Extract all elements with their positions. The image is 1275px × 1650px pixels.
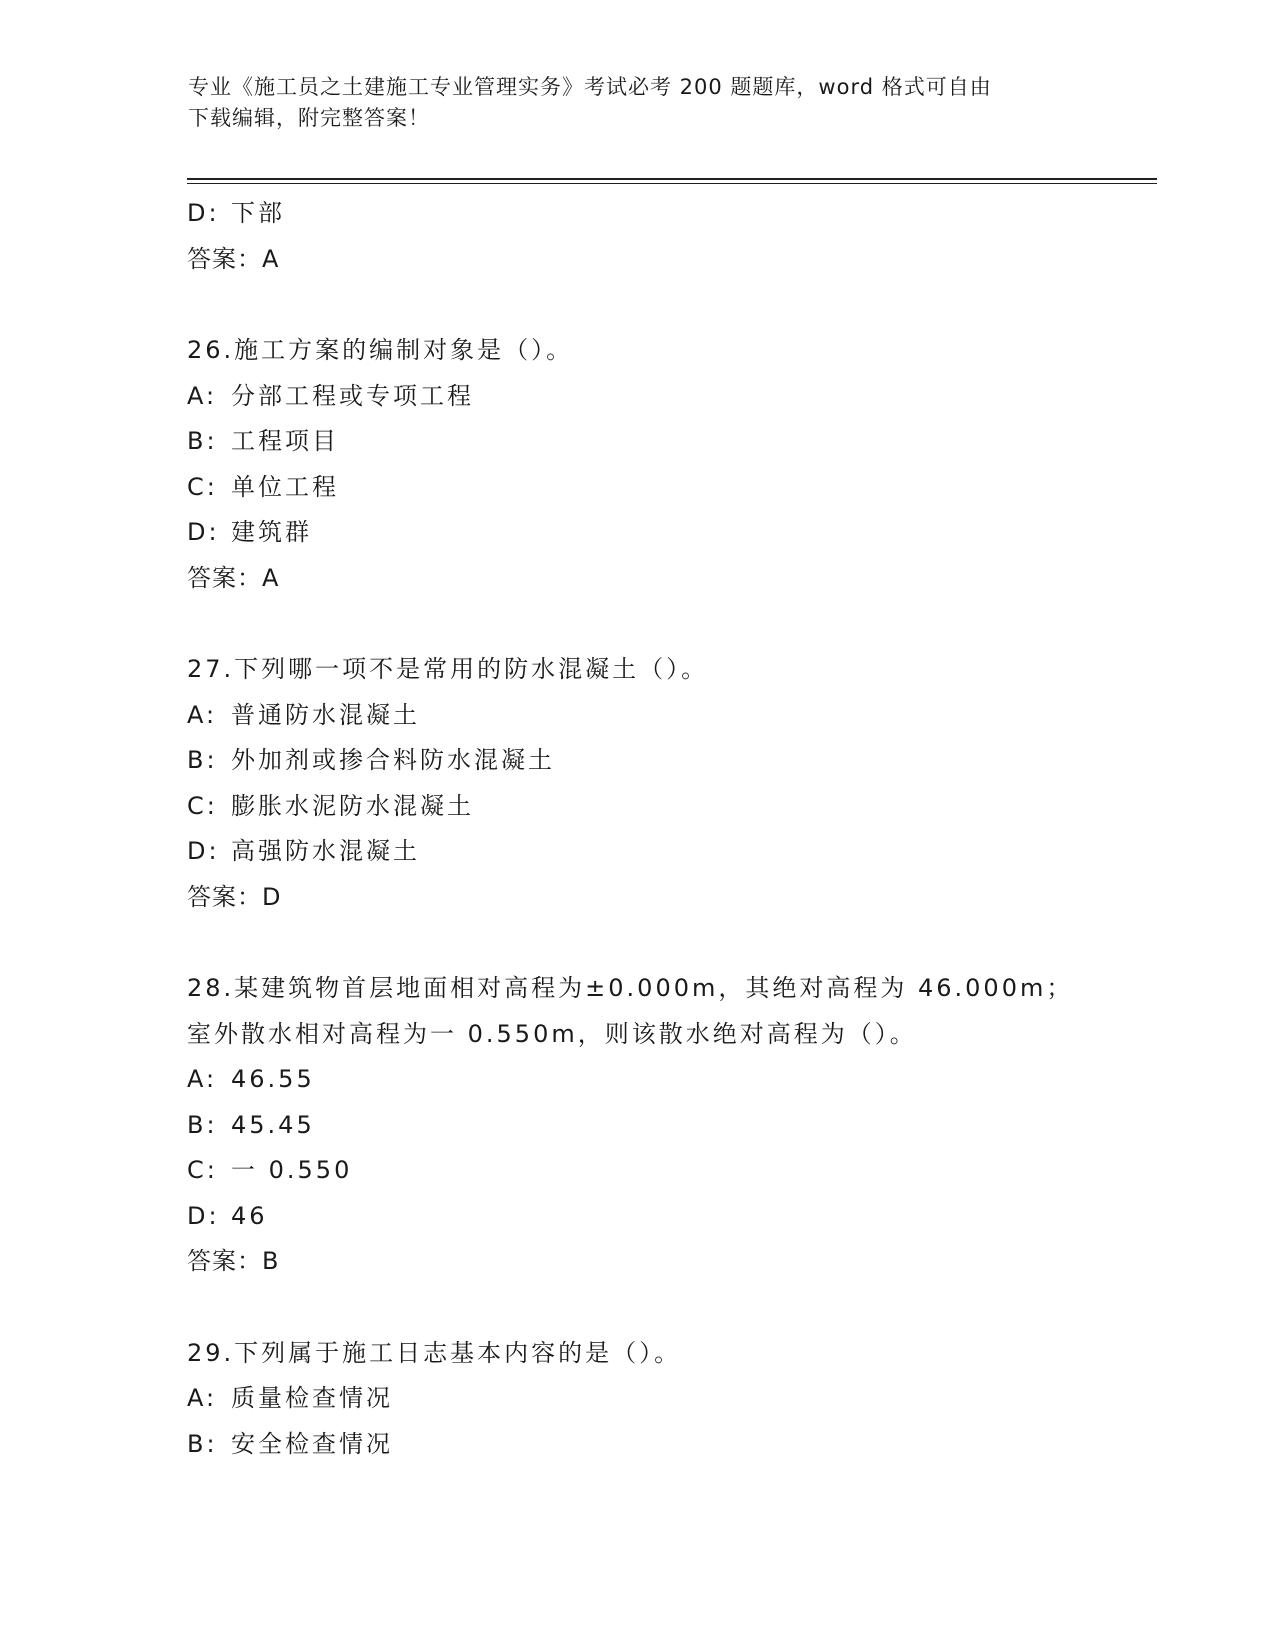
option-letter: D: bbox=[187, 1201, 220, 1230]
header-divider-thick bbox=[187, 178, 1157, 180]
question-stem-line-2: 室外散水相对高程为一 0.550m，则该散水绝对高程为（）。 bbox=[187, 1019, 917, 1048]
document-header bbox=[188, 72, 1068, 134]
question-list bbox=[187, 191, 1074, 1467]
header-line-1: 专业《施工员之土建施工专业管理实务》考试必考 200 题题库，word 格式可自由 bbox=[188, 75, 992, 99]
header-divider-thin bbox=[187, 183, 1157, 184]
option-c bbox=[187, 784, 1067, 830]
option-text: 质量检查情况 bbox=[231, 1384, 393, 1412]
option-letter: C: bbox=[187, 472, 218, 501]
option-letter: A: bbox=[187, 1384, 218, 1412]
option-text: 下部 bbox=[231, 199, 285, 227]
option-b bbox=[187, 1103, 1067, 1149]
option-letter: B: bbox=[187, 1110, 218, 1139]
option-text: 一 0.550 bbox=[231, 1156, 353, 1184]
option-letter: D: bbox=[187, 199, 220, 227]
option-text: 46 bbox=[231, 1201, 268, 1230]
option-text: 高强防水混凝土 bbox=[231, 837, 420, 865]
option-text: 46.55 bbox=[231, 1065, 315, 1093]
spacer bbox=[187, 920, 1067, 966]
option-letter: B: bbox=[187, 746, 218, 774]
question-stem: 26.施工方案的编制对象是（）。 bbox=[187, 336, 574, 364]
option-letter: C: bbox=[187, 1156, 218, 1184]
answer-line: 答案：D bbox=[187, 882, 282, 911]
option-c bbox=[187, 465, 1067, 511]
option-text: 建筑群 bbox=[231, 518, 312, 546]
question-stem: 29.下列属于施工日志基本内容的是（）。 bbox=[187, 1338, 682, 1367]
header-line-2: 下载编辑，附完整答案！ bbox=[188, 106, 430, 130]
option-a bbox=[187, 1057, 1067, 1103]
option-d bbox=[187, 1194, 1067, 1240]
option-b bbox=[187, 1422, 1067, 1468]
option-text: 工程项目 bbox=[231, 427, 339, 455]
option-letter: B: bbox=[187, 1429, 218, 1458]
option-text: 安全检查情况 bbox=[231, 1429, 393, 1458]
option-d bbox=[187, 829, 1067, 875]
option-b bbox=[187, 738, 1067, 784]
option-text: 45.45 bbox=[231, 1110, 315, 1139]
option-c bbox=[187, 1148, 1067, 1194]
option-a bbox=[187, 374, 1067, 420]
option-a bbox=[187, 1376, 1067, 1422]
option-text: 普通防水混凝土 bbox=[231, 700, 420, 729]
option-letter: A: bbox=[187, 700, 218, 729]
option-letter: A: bbox=[187, 381, 218, 410]
option-text: 膨胀水泥防水混凝土 bbox=[231, 791, 474, 820]
option-text: 外加剂或掺合料防水混凝土 bbox=[231, 746, 555, 774]
option-letter: C: bbox=[187, 791, 218, 820]
spacer bbox=[187, 601, 1067, 647]
answer-line: 答案：A bbox=[187, 244, 280, 273]
spacer bbox=[187, 1285, 1067, 1331]
option-letter: D: bbox=[187, 837, 220, 865]
option-b bbox=[187, 419, 1067, 465]
answer-line: 答案：A bbox=[187, 563, 280, 592]
option-letter: D: bbox=[187, 518, 220, 546]
option-letter: A: bbox=[187, 1065, 218, 1093]
option-letter: B: bbox=[187, 427, 218, 455]
option-a bbox=[187, 693, 1067, 739]
option-text: 分部工程或专项工程 bbox=[231, 381, 474, 410]
option-text: 单位工程 bbox=[231, 472, 339, 501]
answer-line: 答案：B bbox=[187, 1247, 280, 1275]
question-stem: 27.下列哪一项不是常用的防水混凝土（）。 bbox=[187, 655, 709, 683]
option-d bbox=[187, 191, 1067, 237]
spacer bbox=[187, 282, 1067, 328]
option-d bbox=[187, 510, 1067, 556]
question-stem-line-1: 28.某建筑物首层地面相对高程为±0.000m，其绝对高程为 46.000m； bbox=[187, 974, 1074, 1002]
